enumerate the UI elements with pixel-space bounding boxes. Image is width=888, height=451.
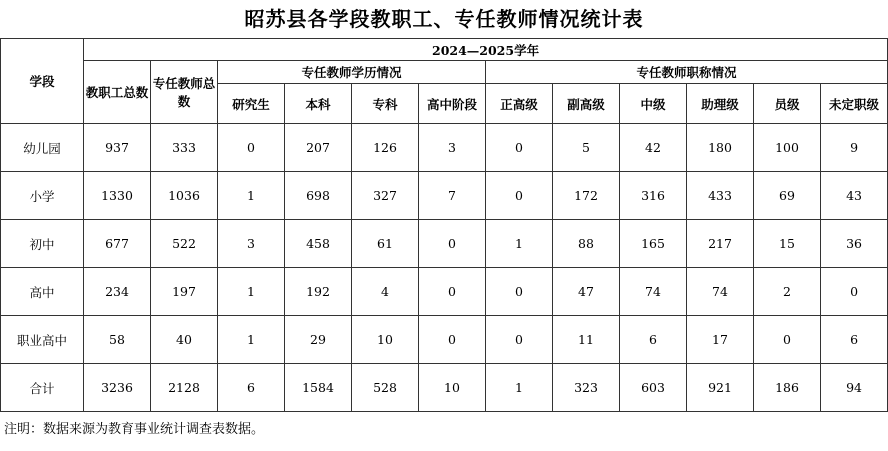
value-cell: 11 (553, 316, 620, 364)
value-cell: 74 (620, 268, 687, 316)
value-cell: 165 (620, 220, 687, 268)
stage-cell: 高中 (1, 268, 84, 316)
value-cell: 10 (352, 316, 419, 364)
value-cell: 197 (151, 268, 218, 316)
value-cell: 522 (151, 220, 218, 268)
value-cell: 0 (486, 268, 553, 316)
value-cell: 61 (352, 220, 419, 268)
stage-cell: 初中 (1, 220, 84, 268)
value-cell: 3 (218, 220, 285, 268)
table-row (1, 316, 888, 364)
value-cell: 316 (620, 172, 687, 220)
footnote: 注明：数据来源为教育事业统计调查表数据。 (4, 422, 265, 437)
year-header: 2024—2025学年 (84, 39, 888, 61)
value-cell: 74 (687, 268, 754, 316)
value-cell: 921 (687, 364, 754, 412)
value-cell: 6 (821, 316, 888, 364)
value-cell: 40 (151, 316, 218, 364)
value-cell: 333 (151, 124, 218, 172)
value-cell: 1 (218, 268, 285, 316)
value-cell: 528 (352, 364, 419, 412)
value-cell: 677 (84, 220, 151, 268)
title-group-header: 专任教师职称情况 (486, 61, 888, 84)
value-cell: 7 (419, 172, 486, 220)
value-cell: 0 (419, 268, 486, 316)
title-col-header: 正高级 (486, 84, 553, 124)
edu-col-header: 高中阶段 (419, 84, 486, 124)
value-cell: 1330 (84, 172, 151, 220)
value-cell: 6 (218, 364, 285, 412)
value-cell: 3236 (84, 364, 151, 412)
value-cell: 603 (620, 364, 687, 412)
value-cell: 1 (218, 316, 285, 364)
teacher-total-header: 专任教师总数 (151, 61, 218, 124)
title-col-header: 中级 (620, 84, 687, 124)
value-cell: 327 (352, 172, 419, 220)
value-cell: 433 (687, 172, 754, 220)
table-row (1, 220, 888, 268)
value-cell: 100 (754, 124, 821, 172)
value-cell: 0 (821, 268, 888, 316)
table-title: 昭苏县各学段教职工、专任教师情况统计表 (244, 7, 644, 31)
stage-cell: 幼儿园 (1, 124, 84, 172)
table-row (1, 268, 888, 316)
value-cell: 2 (754, 268, 821, 316)
value-cell: 207 (285, 124, 352, 172)
value-cell: 42 (620, 124, 687, 172)
value-cell: 29 (285, 316, 352, 364)
value-cell: 3 (419, 124, 486, 172)
value-cell: 43 (821, 172, 888, 220)
value-cell: 17 (687, 316, 754, 364)
value-cell: 0 (486, 172, 553, 220)
value-cell: 58 (84, 316, 151, 364)
value-cell: 94 (821, 364, 888, 412)
value-cell: 234 (84, 268, 151, 316)
table-row (1, 364, 888, 412)
value-cell: 0 (754, 316, 821, 364)
value-cell: 69 (754, 172, 821, 220)
value-cell: 0 (419, 316, 486, 364)
value-cell: 10 (419, 364, 486, 412)
value-cell: 1 (486, 220, 553, 268)
edu-col-header: 专科 (352, 84, 419, 124)
title-col-header: 员级 (754, 84, 821, 124)
value-cell: 180 (687, 124, 754, 172)
value-cell: 9 (821, 124, 888, 172)
stage-cell: 职业高中 (1, 316, 84, 364)
value-cell: 47 (553, 268, 620, 316)
value-cell: 217 (687, 220, 754, 268)
value-cell: 1036 (151, 172, 218, 220)
stage-cell: 合计 (1, 364, 84, 412)
value-cell: 15 (754, 220, 821, 268)
value-cell: 2128 (151, 364, 218, 412)
title-col-header: 未定职级 (821, 84, 888, 124)
value-cell: 1 (218, 172, 285, 220)
table-row (1, 124, 888, 172)
title-col-header: 副高级 (553, 84, 620, 124)
stage-header: 学段 (1, 39, 84, 124)
value-cell: 172 (553, 172, 620, 220)
value-cell: 323 (553, 364, 620, 412)
value-cell: 0 (486, 124, 553, 172)
edu-col-header: 研究生 (218, 84, 285, 124)
value-cell: 698 (285, 172, 352, 220)
value-cell: 5 (553, 124, 620, 172)
value-cell: 186 (754, 364, 821, 412)
table-row (1, 172, 888, 220)
value-cell: 4 (352, 268, 419, 316)
statistics-table (0, 38, 888, 412)
value-cell: 1584 (285, 364, 352, 412)
education-group-header: 专任教师学历情况 (218, 61, 486, 84)
value-cell: 937 (84, 124, 151, 172)
value-cell: 88 (553, 220, 620, 268)
value-cell: 458 (285, 220, 352, 268)
value-cell: 0 (419, 220, 486, 268)
edu-col-header: 本科 (285, 84, 352, 124)
value-cell: 6 (620, 316, 687, 364)
title-col-header: 助理级 (687, 84, 754, 124)
staff-total-header: 教职工总数 (84, 61, 151, 124)
value-cell: 0 (218, 124, 285, 172)
value-cell: 36 (821, 220, 888, 268)
value-cell: 192 (285, 268, 352, 316)
value-cell: 126 (352, 124, 419, 172)
stage-cell: 小学 (1, 172, 84, 220)
value-cell: 0 (486, 316, 553, 364)
value-cell: 1 (486, 364, 553, 412)
